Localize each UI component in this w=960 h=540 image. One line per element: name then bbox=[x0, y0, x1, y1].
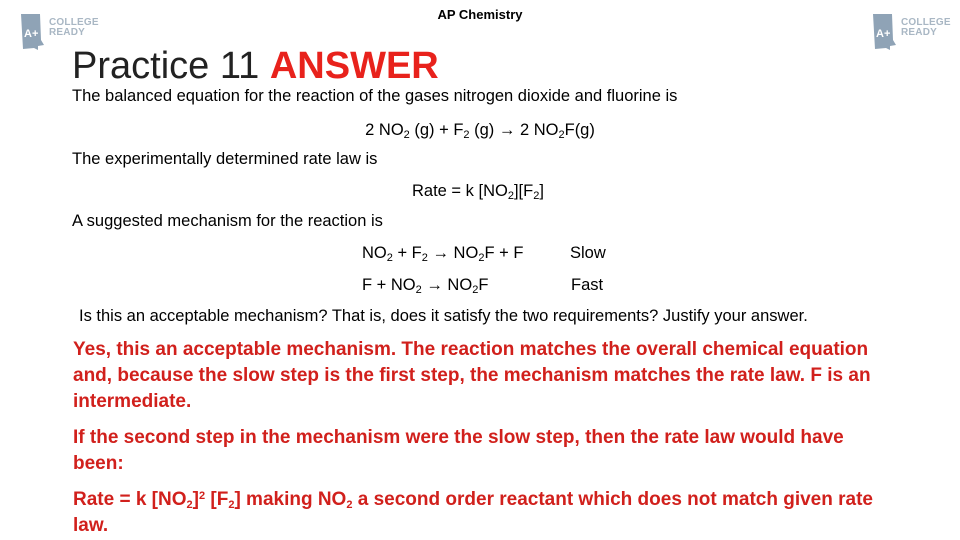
question-text: Is this an acceptable mechanism? That is, does it satisfy the two requirements? Justify your answer. bbox=[79, 307, 808, 325]
ans-part: ] bbox=[192, 489, 199, 510]
step-part: + F bbox=[392, 244, 422, 262]
answer-paragraph-3 bbox=[73, 487, 893, 539]
step-sub: 2 bbox=[421, 252, 428, 264]
step-sub: 2 bbox=[472, 284, 479, 296]
ans-part: Rate = k [NO bbox=[73, 489, 187, 510]
slide-title-main: Practice 11 bbox=[72, 45, 260, 87]
answer-paragraph-1: Yes, this an acceptable mechanism. The reaction matches the overall chemical equation and, because the slow step is the first step, the mechanism matches the rate law. F is an intermediate. bbox=[73, 339, 871, 412]
step-part: F + F bbox=[484, 244, 524, 262]
step-part: F + NO bbox=[362, 276, 416, 294]
step-part: F bbox=[478, 276, 489, 294]
mechanism-step2 bbox=[362, 275, 488, 295]
slide-title bbox=[72, 44, 439, 88]
mechanism-step1 bbox=[362, 243, 523, 263]
logo-badge-text: A+ bbox=[876, 28, 891, 40]
step1-speed: Slow bbox=[570, 244, 606, 262]
ans-sub: 2 bbox=[346, 499, 353, 511]
eq-sub: 2 bbox=[463, 129, 470, 141]
rate-sub: 2 bbox=[507, 190, 514, 202]
logo-line2: READY bbox=[49, 27, 86, 38]
answer-paragraph-2: If the second step in the mechanism were the slow step, then the rate law would have been: bbox=[73, 427, 844, 474]
ans-sub: 2 bbox=[186, 499, 193, 511]
ans-part: ] making NO bbox=[234, 489, 347, 510]
ans-part: a second order reactant which does not match given rate law. bbox=[73, 489, 873, 536]
ans-sub: 2 bbox=[228, 499, 235, 511]
logo-text bbox=[49, 18, 99, 38]
rate-sub: 2 bbox=[533, 190, 540, 202]
step-sub: 2 bbox=[478, 252, 485, 264]
logo-line2: READY bbox=[901, 27, 938, 38]
logo-line1: COLLEGE bbox=[49, 17, 99, 28]
eq-part: (g) → 2 NO bbox=[469, 121, 559, 139]
step-sub: 2 bbox=[386, 252, 393, 264]
rate-part: Rate = k [NO bbox=[412, 182, 508, 200]
step-part: → NO bbox=[427, 244, 479, 262]
logo-badge-text: A+ bbox=[24, 28, 39, 40]
step-part: NO bbox=[362, 244, 387, 262]
mechanism-intro: A suggested mechanism for the reaction is bbox=[72, 212, 383, 230]
rate-part: ] bbox=[539, 182, 544, 200]
step-part: → NO bbox=[421, 276, 473, 294]
alabama-shape-icon bbox=[870, 12, 900, 52]
eq-sub: 2 bbox=[403, 129, 410, 141]
eq-part: 2 NO bbox=[365, 121, 404, 139]
alabama-shape-icon bbox=[18, 12, 48, 52]
college-ready-logo-right bbox=[870, 12, 950, 52]
logo-text bbox=[901, 18, 951, 38]
eq-sub: 2 bbox=[558, 129, 565, 141]
slide-title-answer: ANSWER bbox=[269, 45, 439, 87]
rate-part: ][F bbox=[513, 182, 534, 200]
rate-law bbox=[412, 181, 544, 201]
header-title: AP Chemistry bbox=[437, 7, 523, 22]
rate-law-intro: The experimentally determined rate law is bbox=[72, 150, 378, 168]
intro-text: The balanced equation for the reaction of the gases nitrogen dioxide and fluorine is bbox=[72, 87, 678, 105]
logo-line1: COLLEGE bbox=[901, 17, 951, 28]
ans-part: [F bbox=[205, 489, 229, 510]
eq-part: (g) + F bbox=[409, 121, 464, 139]
step2-speed: Fast bbox=[571, 276, 604, 294]
ans-sup: 2 bbox=[198, 490, 206, 502]
eq-part: F(g) bbox=[564, 121, 595, 139]
step-sub: 2 bbox=[415, 284, 422, 296]
balanced-equation bbox=[0, 120, 960, 140]
